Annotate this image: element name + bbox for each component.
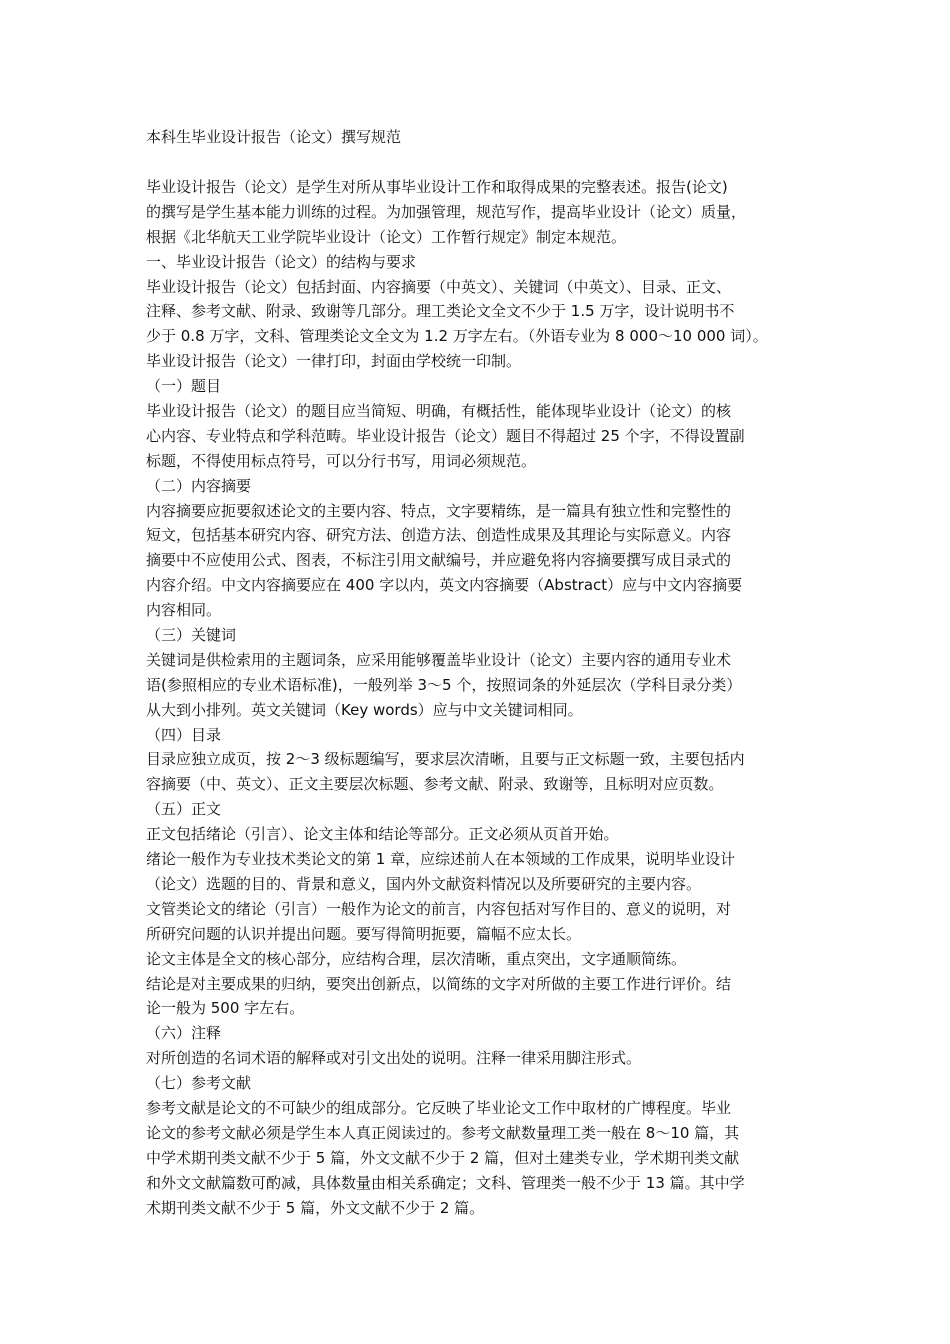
section-heading-line: （三）关键词 — [146, 626, 237, 645]
paragraph-line: 正文包括绪论（引言）、论文主体和结论等部分。正文必须从页首开始。 — [146, 825, 619, 844]
document-title: 本科生毕业设计报告（论文）撰写规范 — [146, 128, 402, 146]
paragraph-line: 毕业设计报告（论文）包括封面、内容摘要（中英文）、关键词（中英文）、目录、正文、 — [146, 277, 732, 296]
paragraph-line: 所研究问题的认识并提出问题。要写得简明扼要，篇幅不应太长。 — [146, 924, 582, 943]
paragraph-line: 关键词是供检索用的主题词条，应采用能够覆盖毕业设计（论文）主要内容的通用专业术 — [146, 650, 732, 669]
paragraph-line: 论文主体是全文的核心部分，应结构合理，层次清晰，重点突出，文字通顺简练。 — [146, 949, 687, 968]
paragraph-line: 语(参照相应的专业术语标准)，一般列举 3～5 个，按照词条的外延层次（学科目录分类） — [146, 675, 742, 694]
paragraph-line: 参考文献是论文的不可缺少的组成部分。它反映了毕业论文工作中取材的广博程度。毕业 — [146, 1098, 732, 1117]
document-body — [146, 175, 826, 1220]
paragraph-line: 和外文文献篇数可酌减，具体数量由相关系确定；文科、管理类一般不少于 13 篇。其中学 — [146, 1173, 745, 1192]
paragraph-line: 少于 0.8 万字，文科、管理类论文全文为 1.2 万字左右。（外语专业为 8 000～10 000 词）。 — [146, 327, 768, 346]
paragraph-line: 中学术期刊类文献不少于 5 篇，外文文献不少于 2 篇，但对土建类专业，学术期刊类文献 — [146, 1148, 740, 1167]
section-heading-line: （四）目录 — [146, 725, 222, 744]
paragraph-line: 论文的参考文献必须是学生本人真正阅读过的。参考文献数量理工类一般在 8～10 篇，其 — [146, 1123, 740, 1142]
paragraph-line: 短文，包括基本研究内容、研究方法、创造方法、创造性成果及其理论与实际意义。内容 — [146, 526, 732, 545]
paragraph-line: 容摘要（中、英文）、正文主要层次标题、参考文献、附录、致谢等，且标明对应页数。 — [146, 775, 724, 794]
paragraph-line: 毕业设计报告（论文）是学生对所从事毕业设计工作和取得成果的完整表述。报告(论文) — [146, 178, 728, 196]
paragraph-line: 对所创造的名词术语的解释或对引文出处的说明。注释一律采用脚注形式。 — [146, 1049, 642, 1068]
paragraph-line: 摘要中不应使用公式、图表，不标注引用文献编号，并应避免将内容摘要撰写成目录式的 — [146, 551, 732, 570]
paragraph-line: 内容介绍。中文内容摘要应在 400 字以内，英文内容摘要（Abstract）应与中文内容摘要 — [146, 576, 743, 595]
section-heading-line: （二）内容摘要 — [146, 476, 252, 495]
paragraph-line: 根据《北华航天工业学院毕业设计（论文）工作暂行规定》制定本规范。 — [146, 227, 627, 246]
paragraph-line: 标题，不得使用标点符号，可以分行书写，用词必须规范。 — [146, 451, 537, 470]
paragraph-line: 绪论一般作为专业技术类论文的第 1 章，应综述前人在本领域的工作成果，说明毕业设计 — [146, 850, 736, 869]
paragraph-line: 的撰写是学生基本能力训练的过程。为加强管理，规范写作，提高毕业设计（论文）质量， — [146, 202, 747, 221]
section-heading-line: （一）题目 — [146, 377, 222, 396]
paragraph-line: （论文）选题的目的、背景和意义，国内外文献资料情况以及所要研究的主要内容。 — [146, 874, 702, 893]
section-heading-line: 一、毕业设计报告（论文）的结构与要求 — [146, 252, 417, 271]
paragraph-line: 结论是对主要成果的归纳，要突出创新点，以简练的文字对所做的主要工作进行评价。结 — [146, 974, 732, 993]
section-heading-line: （六）注释 — [146, 1024, 222, 1043]
paragraph-line: 内容相同。 — [146, 601, 222, 620]
paragraph-line: 术期刊类文献不少于 5 篇，外文文献不少于 2 篇。 — [146, 1198, 485, 1217]
paragraph-line: 目录应独立成页，按 2～3 级标题编写，要求层次清晰，且要与正文标题一致，主要包括内 — [146, 750, 745, 769]
section-heading-line: （七）参考文献 — [146, 1074, 252, 1093]
section-heading-line: （五）正文 — [146, 800, 222, 819]
paragraph-line: 从大到小排列。英文关键词（Key words）应与中文关键词相同。 — [146, 700, 583, 719]
paragraph-line: 论一般为 500 字左右。 — [146, 999, 305, 1018]
paragraph-line: 毕业设计报告（论文）一律打印，封面由学校统一印制。 — [146, 352, 522, 371]
paragraph-line: 文管类论文的绪论（引言）一般作为论文的前言，内容包括对写作目的、意义的说明，对 — [146, 899, 732, 918]
paragraph-line: 心内容、专业特点和学科范畴。毕业设计报告（论文）题目不得超过 25 个字，不得设置副 — [146, 426, 745, 445]
paragraph-line: 毕业设计报告（论文）的题目应当简短、明确，有概括性，能体现毕业设计（论文）的核 — [146, 402, 732, 421]
paragraph-line: 注释、参考文献、附录、致谢等几部分。理工类论文全文不少于 1.5 万字，设计说明书不 — [146, 302, 735, 321]
paragraph-line: 内容摘要应扼要叙述论文的主要内容、特点，文字要精练，是一篇具有独立性和完整性的 — [146, 501, 732, 520]
